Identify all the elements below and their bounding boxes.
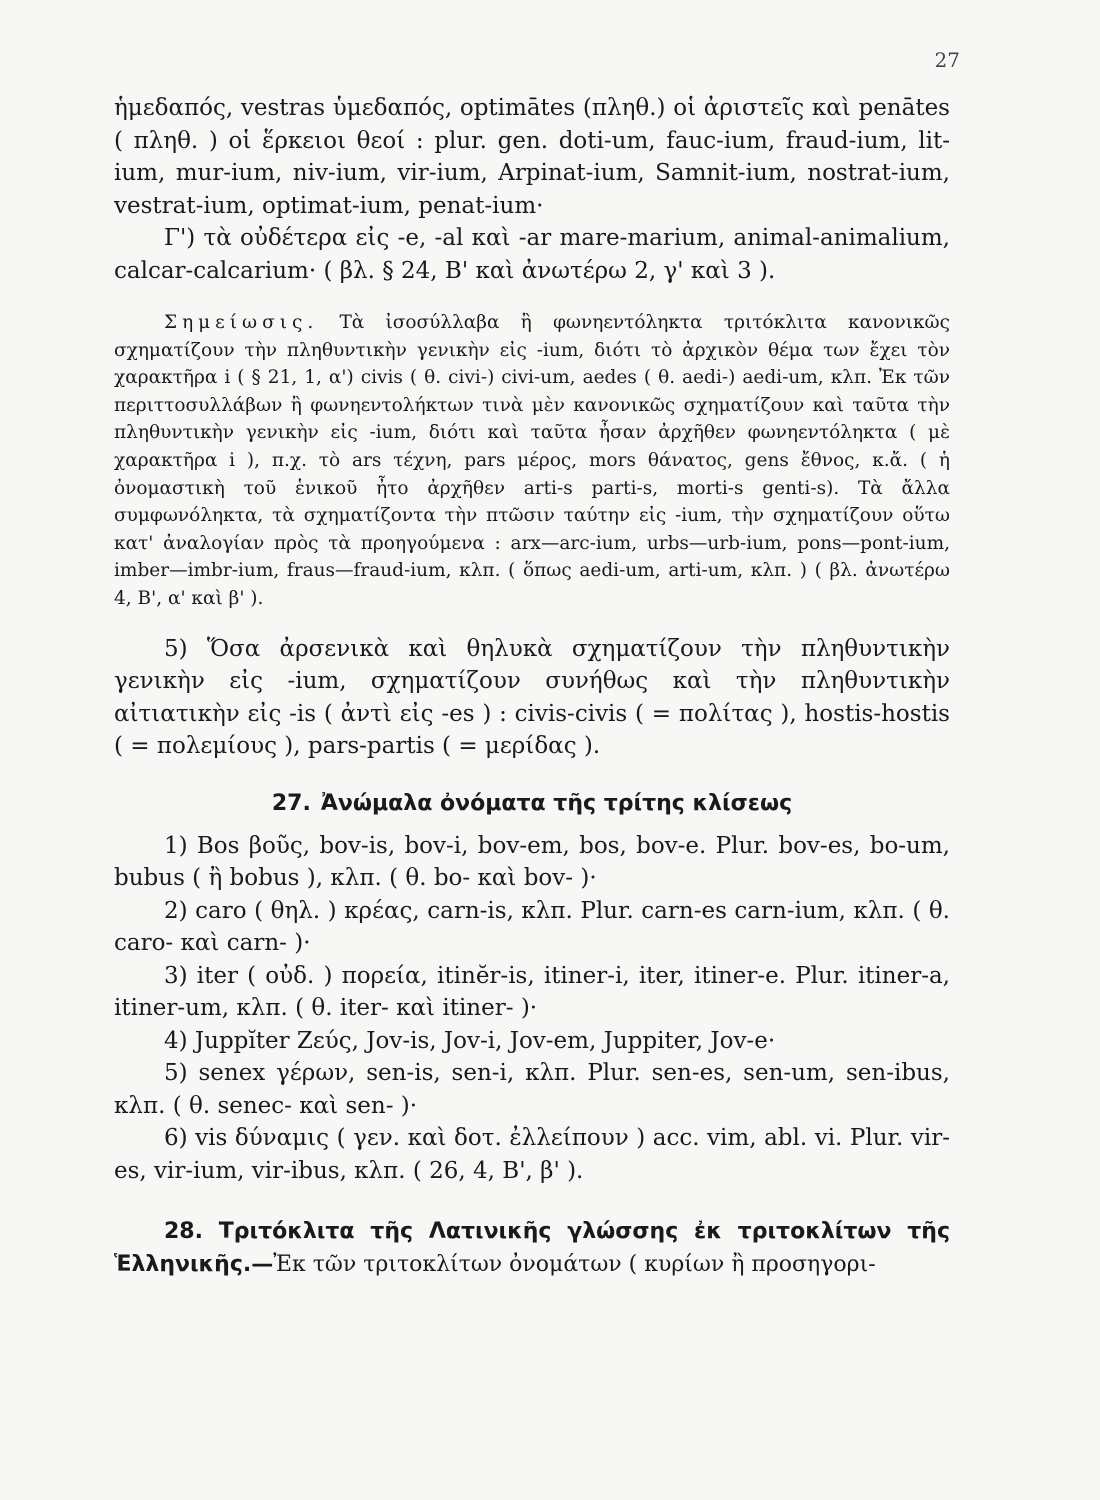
list-item: 1) Bos βοῦς, bov-is, bov-i, bov-em, bos, bov-e. Plur. bov-es, bo-um, bubus ( ἢ bobus ), κλπ. ( θ. bo- καὶ bov- )· — [114, 832, 950, 892]
paragraph-5: 5) Ὅσα ἀρσενικὰ καὶ θηλυκὰ σχηματίζουν τὴν πληθυντικὴν γενικὴν εἰς -ium, σχηματίζουν συνήθως καὶ τὴν πληθυντικὴν αἰτιατικὴν εἰς -is ( ἀντὶ εἰς -es ) : civis-civis ( = πολίτας ), hostis-hostis ( = πολεμίους ), pars-partis ( = μερίδας ). — [114, 635, 950, 760]
note-paragraph — [114, 309, 950, 613]
section-27-number: 27. — [271, 790, 311, 816]
page-number: 27 — [934, 48, 960, 72]
list-item: 5) senex γέρων, sen-is, sen-i, κλπ. Plur. sen-es, sen-um, sen-ibus, κλπ. ( θ. senec- καὶ sen- )· — [114, 1060, 950, 1119]
section-28-heading: 28. Τριτόκλιτα τῆς Λατινικῆς γλώσσης ἐκ τριτοκλίτων τῆς Ἑλληνικῆς.— — [114, 1219, 950, 1278]
paragraph-top: ἡμεδαπός, vestras ὑμεδαπός, optimātes (πληθ.) οἱ ἀριστεῖς καὶ penātes ( πληθ. ) οἱ ἕρκειοι θεοί : plur. gen. doti-um, fauc-ium, fraud-ium, lit-ium, mur-ium, niv-ium, vir-ium, Arpinat-ium, Samnit-ium, nostrat-ium, vestrat-ium, optimat-ium, penat-ium· — [114, 95, 950, 219]
paragraph-gamma: Γ') τὰ οὐδέτερα εἰς -e, -al καὶ -ar mare-marium, animal-animalium, calcar-calcarium· ( βλ. § 24, Β' καὶ ἀνωτέρω 2, γ' καὶ 3 ). — [114, 225, 950, 284]
page-body — [114, 92, 950, 1281]
list-item: 6) vis δύναμις ( γεν. καὶ δοτ. ἐλλείπουν ) acc. vim, abl. vi. Plur. vir-es, vir-ium, vir-ibus, κλπ. ( 26, 4, Β', β' ). — [114, 1125, 950, 1184]
section-27-heading — [114, 791, 950, 816]
section-28 — [114, 1215, 950, 1281]
section-27-title: Ἀνώμαλα ὀνόματα τῆς τρίτης κλίσεως — [320, 790, 793, 816]
section-28-text: Ἐκ τῶν τριτοκλίτων ὀνομάτων ( κυρίων ἢ προσηγορι- — [273, 1252, 876, 1278]
list-item: 3) iter ( οὐδ. ) πορεία, itinĕr-is, itiner-i, iter, itiner-e. Plur. itiner-a, itiner-um, κλπ. ( θ. iter- καὶ itiner- )· — [114, 962, 950, 1022]
note-text: Τὰ ἰσοσύλλαβα ἢ φωνηεντόληκτα τριτόκλιτα κανονικῶς σχηματίζουν τὴν πληθυντικὴν γενικὴν εἰς -ium, διότι τὸ ἀρχικὸν θέμα των ἔχει τὸν χαρακτῆρα i ( § 21, 1, α') civis ( θ. civi-) civi-um, aedes ( θ. aedi-) aedi-um, κλπ. Ἐκ τῶν περιττοσυλλάβων ἢ φωνηεντολήκτων τινὰ μὲν κανονικῶς σχηματίζουν καὶ ταῦτα τὴν πληθυντικὴν γενικὴν εἰς -ium, διότι καὶ ταῦτα ἦσαν ἀρχῆθεν φωνηεντόληκτα ( μὲ χαρακτῆρα i ), π.χ. τὸ ars τέχνη, pars μέρος, mors θάνατος, gens ἔθνος, κ.ἄ. ( ἡ ὀνομαστικὴ τοῦ ἑνικοῦ ἦτο ἀρχῆθεν arti-s parti-s, morti-s genti-s). Τὰ ἄλλα συμφωνόληκτα, τὰ σχηματίζοντα τὴν πτῶσιν ταύτην εἰς -ium, τὴν σχηματίζουν οὕτω κατ' ἀναλογίαν πρὸς τὰ προηγούμενα : arx—arc-ium, urbs—urb-ium, pons—pont-ium, imber—imbr-ium, fraus—fraud-ium, κλπ. ( ὅπως aedi-um, arti-um, κλπ. ) ( βλ. ἀνωτέρω 4, Β', α' καὶ β' ). — [114, 312, 950, 609]
list-item: 2) caro ( θηλ. ) κρέας, carn-is, κλπ. Plur. carn-es carn-ium, κλπ. ( θ. caro- καὶ carn- )· — [114, 897, 950, 957]
list-item: 4) Juppĭter Ζεύς, Jov-is, Jov-i, Jov-em, Juppiter, Jov-e· — [164, 1027, 776, 1054]
note-label: Σημείωσις. — [164, 312, 319, 333]
